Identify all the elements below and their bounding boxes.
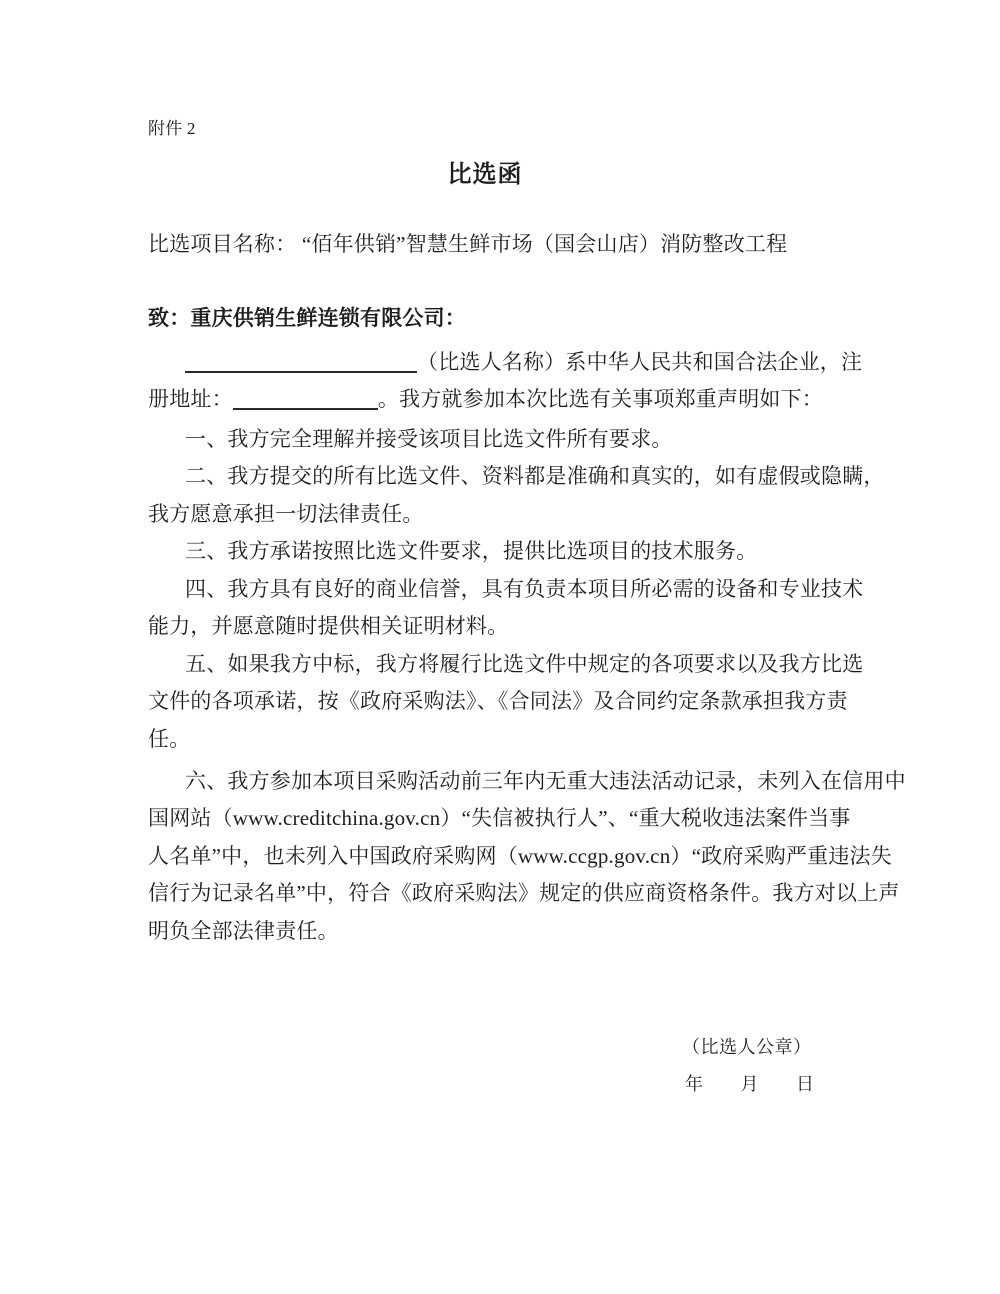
bidder-seal-line: （比选人公章） <box>682 1037 812 1057</box>
clause-2-line-2: 我方愿意承担一切法律责任。 <box>148 502 424 526</box>
declaration-line-2 <box>148 386 823 412</box>
clause-5-line-3: 任。 <box>148 727 191 751</box>
document-title: 比选函 <box>447 162 523 188</box>
clause-6-line-4: 信行为记录名单”中，符合《政府采购法》规定的供应商资格条件。我方对以上声 <box>148 881 900 905</box>
project-name-line: 比选项目名称： “佰年供销”智慧生鲜市场（国会山店）消防整改工程 <box>148 232 788 256</box>
declaration-line-2-text: 。我方就参加本次比选有关事项郑重声明如下： <box>377 387 824 411</box>
clause-5-line-2: 文件的各项承诺，按《政府采购法》、《合同法》及合同约定条款承担我方责 <box>148 689 848 713</box>
clause-2-line-1: 二、我方提交的所有比选文件、资料都是准确和真实的，如有虚假或隐瞒， <box>185 464 885 488</box>
declaration-line-1 <box>148 349 862 375</box>
clause-4-line-2: 能力，并愿意随时提供相关证明材料。 <box>148 614 509 638</box>
attachment-label: 附件 2 <box>148 119 196 138</box>
clause-3-line-1: 三、我方承诺按照比选文件要求，提供比选项目的技术服务。 <box>185 539 758 563</box>
registered-address-blank <box>233 388 378 410</box>
clause-4-line-1: 四、我方具有良好的商业信誉，具有负责本项目所必需的设备和专业技术 <box>185 577 864 601</box>
clause-1-line-1: 一、我方完全理解并接受该项目比选文件所有要求。 <box>185 427 673 451</box>
clause-6-line-3: 人名单”中，也未列入中国政府采购网（www.ccgp.gov.cn）“政府采购严重违法失 <box>148 844 892 868</box>
declaration-line-1-text: （比选人名称）系中华人民共和国合法企业，注 <box>417 350 863 374</box>
date-line: 年 月 日 <box>685 1074 815 1094</box>
clause-6-line-5: 明负全部法律责任。 <box>148 919 339 943</box>
bidder-name-blank <box>185 351 417 373</box>
clause-5-line-1: 五、如果我方中标，我方将履行比选文件中规定的各项要求以及我方比选 <box>185 652 864 676</box>
registered-address-label: 册地址： <box>148 387 233 411</box>
clause-6-line-2: 国网站（www.creditchina.gov.cn）“失信被执行人”、“重大税收违法案件当事 <box>148 806 851 830</box>
clause-6-line-1: 六、我方参加本项目采购活动前三年内无重大违法活动记录，未列入在信用中 <box>185 769 906 793</box>
addressee-line: 致：重庆供销生鲜连锁有限公司： <box>148 306 466 330</box>
